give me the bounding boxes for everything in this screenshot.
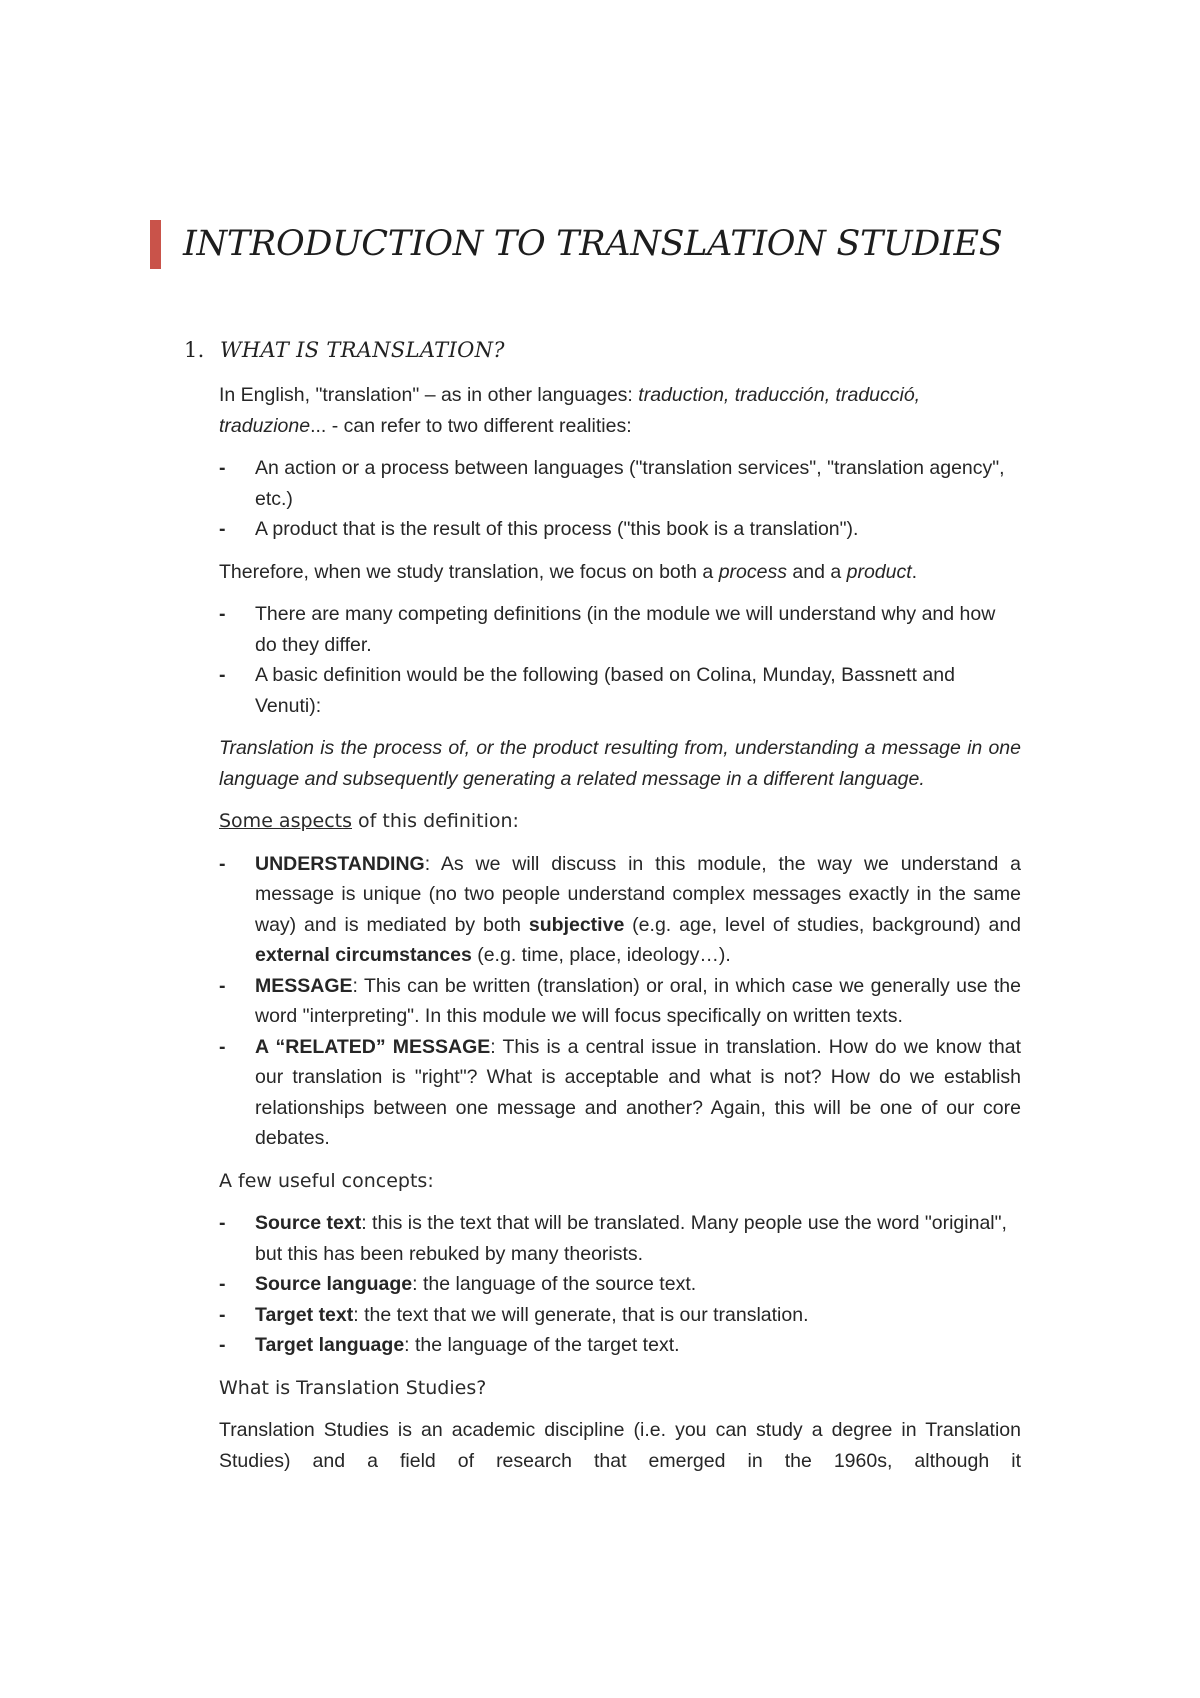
concept-text: : the language of the source text.	[412, 1273, 697, 1295]
aspects-heading	[219, 806, 1021, 837]
list-item	[219, 453, 1021, 514]
concept-item	[219, 1330, 1021, 1361]
aspect-understanding	[219, 849, 1021, 971]
aspect-bold: subjective	[528, 913, 625, 936]
concept-term: Target text	[255, 1303, 354, 1326]
document-body	[219, 380, 1021, 1488]
concept-text: : the text that we will generate, that is our translation.	[353, 1303, 809, 1326]
concepts-list	[219, 1208, 1021, 1361]
bullet-dash: -	[219, 603, 226, 625]
concept-term: Source text	[255, 1212, 362, 1234]
bullet-dash: -	[219, 664, 226, 686]
definition-quote	[219, 733, 1021, 794]
concept-item	[219, 1269, 1021, 1300]
aspect-bold: external circumstances	[255, 944, 472, 966]
section-heading	[184, 338, 505, 362]
aspects-heading-rest: of this definition:	[352, 810, 519, 832]
bullet-dash: -	[219, 518, 226, 540]
bullet-dash: -	[219, 1273, 226, 1295]
bullet-dash: -	[219, 852, 226, 875]
aspects-list	[219, 849, 1021, 1154]
aspect-text: (e.g. time, place, ideology…).	[471, 944, 731, 966]
bullet-dash: -	[219, 1035, 226, 1058]
therefore-end: .	[911, 560, 918, 583]
definitions-list	[219, 599, 1021, 721]
translation-studies-heading: What is Translation Studies?	[219, 1376, 487, 1399]
aspect-text: : This is a central issue in translation. How do we know that our translation is "right"? What is acceptable and what is not? How do we establish relationships between one message and another? Again, this will be one of our core debates.	[255, 1035, 1021, 1149]
aspect-text: : As we will discuss in this module, the way we understand a message is unique (no two people understand complex messages exactly in the same way) and is mediated by both	[255, 852, 1021, 936]
title-accent-bar	[150, 220, 161, 269]
list-item-text: There are many competing definitions (in the module we will understand why and how do they differ.	[255, 603, 996, 656]
document-title: INTRODUCTION TO TRANSLATION STUDIES	[183, 224, 1003, 264]
bullet-dash: -	[219, 974, 226, 997]
list-item-text: An action or a process between languages ("translation services", "translation agency", etc.)	[255, 457, 1005, 510]
concepts-heading: A few useful concepts:	[219, 1169, 434, 1192]
bullet-dash: -	[219, 1303, 226, 1326]
concept-text: : this is the text that will be translated. Many people use the word "original", but this has been rebuked by many theorists.	[255, 1212, 1007, 1265]
aspect-text: (e.g. age, level of studies, background) and	[624, 913, 1022, 936]
concept-item	[219, 1300, 1021, 1331]
product-term: product	[846, 560, 912, 583]
section-title: WHAT IS TRANSLATION?	[220, 338, 505, 362]
concept-item	[219, 1208, 1021, 1269]
list-item	[219, 514, 1021, 545]
aspect-term: MESSAGE	[255, 974, 353, 997]
intro-text: In English, "translation" – as in other languages:	[219, 384, 639, 406]
list-item	[219, 660, 1021, 721]
therefore-text: Therefore, when we study translation, we focus on both a	[219, 560, 719, 583]
list-item	[219, 599, 1021, 660]
bullet-dash: -	[219, 1212, 226, 1234]
aspect-text: : This can be written (translation) or oral, in which case we generally use the word "interpreting". In this module we will focus specifically on written texts.	[255, 974, 1021, 1027]
concept-term: Source language	[255, 1273, 413, 1295]
bullet-dash: -	[219, 457, 226, 479]
title-block	[150, 218, 1003, 270]
aspect-term: A “RELATED” MESSAGE	[255, 1035, 491, 1058]
aspect-message	[219, 971, 1021, 1032]
intro-text-end: ... - can refer to two different realities:	[310, 414, 632, 437]
list-item-text: A product that is the result of this process ("this book is a translation").	[255, 518, 859, 540]
intro-italic-terms: traduction, traducción, traducció, traduzione	[219, 384, 921, 437]
definition-text: Translation is the process of, or the product resulting from, understanding a message in one language and subsequently generating a related message in a different language.	[219, 737, 1021, 790]
concept-text: : the language of the target text.	[404, 1334, 680, 1356]
bullet-dash: -	[219, 1334, 226, 1356]
concept-term: Target language	[255, 1334, 405, 1356]
intro-paragraph	[219, 380, 1021, 441]
process-term: process	[718, 560, 787, 583]
aspect-term: UNDERSTANDING	[255, 852, 425, 875]
aspect-related-message	[219, 1032, 1021, 1154]
realities-list	[219, 453, 1021, 545]
translation-studies-paragraph: Translation Studies is an academic discipline (i.e. you can study a degree in Translation Studies) and a field of research that emerged in the 1960s, although it	[219, 1419, 1021, 1472]
therefore-paragraph	[219, 557, 1021, 588]
list-item-text: A basic definition would be the following (based on Colina, Munday, Bassnett and Venuti):	[255, 664, 955, 717]
section-number: 1.	[184, 338, 205, 362]
aspects-heading-underlined: Some aspects	[219, 810, 353, 832]
therefore-and: and a	[786, 560, 847, 583]
